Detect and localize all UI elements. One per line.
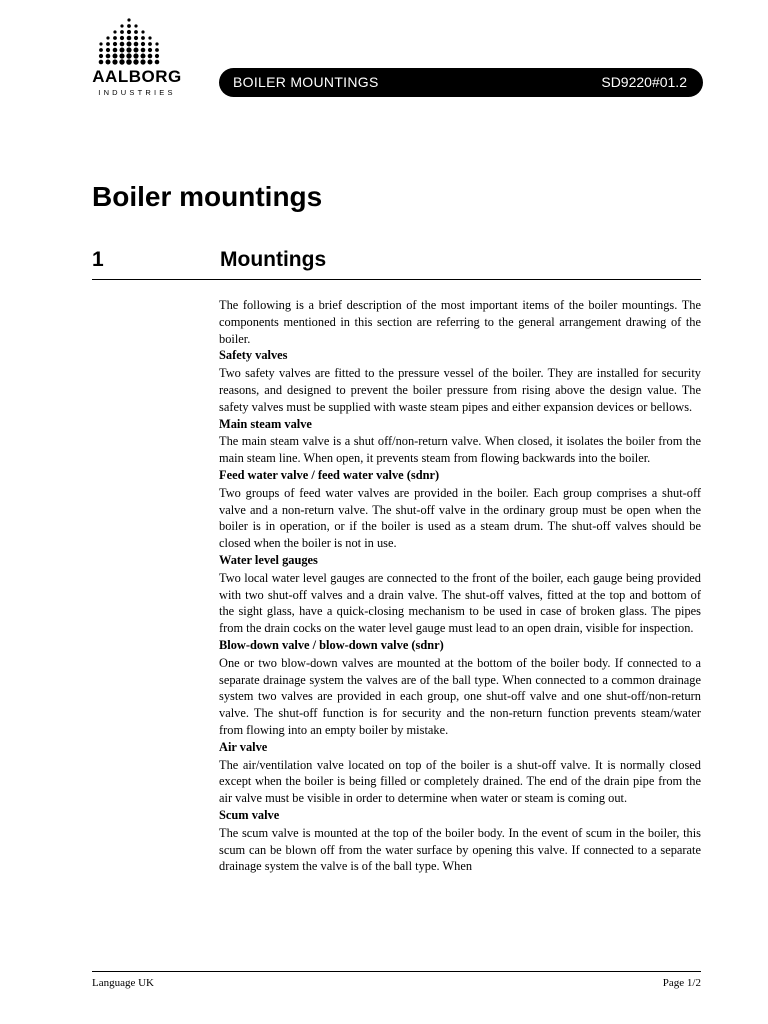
intro-paragraph: The following is a brief description of the most important items of the boiler mountings. The components mentioned in this section are referring to the general arrangement drawing of the boiler. xyxy=(219,298,701,346)
subsection-heading: Feed water valve / feed water valve (sdnr) xyxy=(219,467,440,482)
subsection-paragraph: The scum valve is mounted at the top of the boiler body. In the event of scum in the boiler, this scum can be blown off from the water surface by opening this valve. If connected to a separate drainage system the valve is of the ball type. When xyxy=(219,825,701,874)
subsection-paragraph: One or two blow-down valves are mounted at the bottom of the boiler body. If connected to a separate drainage system the valves are of the ball type. When connected to a common drainage system two valves are provided in each group, one shut-off valve and one shut-off/non-return valve. The shut-off function is for security and the non-return function prevents steam/water from flowing into an empty boiler by mistake. xyxy=(219,655,701,737)
footer-page-number: Page 1/2 xyxy=(662,977,701,989)
section-number: 1 xyxy=(92,248,104,271)
document-code: SD9220#01.2 xyxy=(601,74,687,90)
subsection-paragraph: The main steam valve is a shut off/non-return valve. When closed, it isolates the boiler from the main steam line. When open, it prevents steam from flowing backwards into the boiler. xyxy=(219,434,701,466)
logo-subtitle: INDUSTRIES xyxy=(98,88,176,97)
subsection-heading: Blow-down valve / blow-down valve (sdnr) xyxy=(219,637,444,652)
subsection-paragraph: Two local water level gauges are connected to the front of the boiler, each gauge being provided with two shut-off valves and a drain valve. The shut-off valves, fitted at the top and bottom of the sight glass, have a quick-closing mechanism to be used in case of broken glass. The pipes from the drain cocks on the water level gauge must lead to an open drain, visible for inspection. xyxy=(219,570,701,636)
subsection-paragraph: The air/ventilation valve located on top of the boiler is a shut-off valve. It is normally closed except when the boiler is being filled or completely drained. The end of the drain pipe from the air valve must be visible in order to determine when water or steam is coming out. xyxy=(219,757,701,806)
subsection-heading: Main steam valve xyxy=(219,416,312,431)
subsection-heading: Water level gauges xyxy=(219,552,318,567)
section-title: Mountings xyxy=(220,248,327,271)
subsection-heading: Air valve xyxy=(219,739,268,754)
subsection-paragraph: Two groups of feed water valves are provided in the boiler. Each group comprises a shut-off valve and a non-return valve. The shut-off valve in the ordinary group must be open when the boiler is in operation, or if the boiler is used as a steam drum. The shut-off valves should be closed when the boiler is not in use. xyxy=(219,485,701,551)
header-title: BOILER MOUNTINGS xyxy=(233,74,379,90)
page-title: Boiler mountings xyxy=(92,181,323,212)
logo-dots-icon xyxy=(92,16,182,68)
footer-divider xyxy=(92,971,701,972)
section-divider xyxy=(92,279,701,280)
footer-language: Language UK xyxy=(92,977,155,989)
subsection-heading: Safety valves xyxy=(219,348,288,363)
body-text xyxy=(219,297,701,875)
logo-wordmark: AALBORG xyxy=(92,67,182,86)
subsection-paragraph: Two safety valves are fitted to the pressure vessel of the boiler. They are installed for security reasons, and designed to prevent the boiler pressure from rising above the design value. The safety valves must be supplied with waste steam pipes and either expansion devices or bellows. xyxy=(219,366,701,414)
aalborg-logo xyxy=(92,16,182,100)
header-bar xyxy=(219,68,703,97)
subsection-heading: Scum valve xyxy=(219,807,280,822)
